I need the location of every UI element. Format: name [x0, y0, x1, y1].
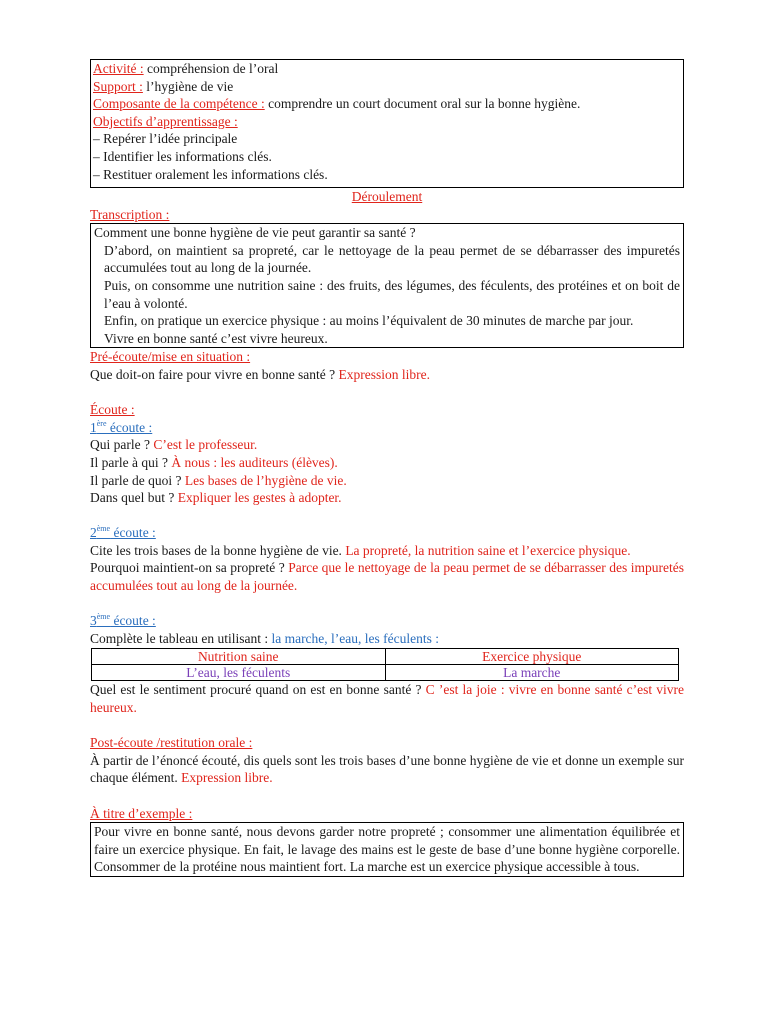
instruction-line: [90, 630, 684, 648]
table-cell: La marche: [385, 665, 679, 681]
transcription-line: Enfin, on pratique un exercice physique : au moins l’équivalent de 30 minutes de marche par jour.: [104, 313, 634, 329]
third-listening-text: écoute :: [110, 613, 156, 629]
support-value: l’hygiène de vie: [142, 78, 234, 94]
competence-value: comprendre un court document oral sur la bonne hygiène.: [264, 96, 581, 112]
competence-label: Composante de la compétence :: [93, 96, 265, 112]
second-listening-label: [90, 524, 684, 542]
pre-ecoute-question-line: [90, 366, 684, 384]
third-listening-num: 3: [90, 613, 97, 629]
example-text: Pour vivre en bonne santé, nous devons garder notre propreté ; consommer une alimentation équilibrée et faire un exercice physique. En fait, le lavage des mains est le geste de base d’une bonne hygiène corporelle. Consommer de la protéine nous maintient fort. La marche est un exercice physique accessible à tous.: [94, 824, 680, 875]
answer: C’est le professeur.: [149, 437, 258, 453]
second-listening-text: écoute :: [110, 525, 156, 541]
support-label: Support :: [93, 78, 143, 94]
post-ecoute-answer: Expression libre.: [177, 770, 273, 786]
answer: Les bases de l’hygiène de vie.: [181, 472, 347, 488]
first-listening-sup: ère: [96, 418, 107, 428]
answer: Expliquer les gestes à adopter.: [174, 490, 342, 506]
objective-item: – Repérer l’idée principale: [93, 131, 238, 147]
activity-value: compréhension de l’oral: [143, 61, 279, 76]
post-ecoute-text: À partir de l’énoncé écouté, dis quels sont les trois bases d’une bonne hygiène de vie et donne un exemple sur chaque élément.: [90, 752, 684, 786]
third-listening-sup: ème: [96, 612, 111, 622]
qa-line: [90, 436, 684, 454]
objectives-label: Objectifs d’apprentissage :: [93, 113, 238, 129]
question: Pourquoi maintient-on sa propreté ?: [90, 560, 285, 576]
objectives-line: [93, 113, 683, 131]
table-row: [92, 665, 679, 681]
deroulement-title: Déroulement: [351, 189, 423, 204]
competence-line: [93, 95, 683, 113]
example-label: À titre d’exemple :: [90, 805, 193, 821]
pre-ecoute-label: Pré-écoute/mise en situation :: [90, 349, 251, 365]
question: Dans quel but ?: [90, 490, 175, 506]
answer: À nous : les auditeurs (élèves).: [167, 454, 338, 470]
example-box: [90, 822, 684, 877]
word-bank: la marche, l’eau, les féculents :: [271, 630, 439, 646]
post-ecoute-text-line: [90, 752, 684, 787]
answer: Parce que le nettoyage de la peau permet de se débarrasser des impuretés accumulées tout au long de la journée.: [90, 560, 685, 594]
qa-line: [90, 454, 684, 472]
objective-item: – Identifier les informations clés.: [93, 148, 272, 164]
question: Qui parle ?: [90, 437, 150, 453]
transcription-line: D’abord, on maintient sa propreté, car le nettoyage de la peau permet de se débarrasser des impuretés accumulées tout au long de la journée.: [104, 242, 680, 276]
activity-line: [93, 60, 683, 78]
table-header-row: [92, 649, 679, 665]
table-header-cell: Nutrition saine: [92, 649, 386, 665]
qa-line: [90, 559, 684, 594]
answer: La propreté, la nutrition saine et l’exercice physique.: [341, 542, 631, 558]
ecoute-label: Écoute :: [90, 402, 135, 418]
qa-line: [90, 542, 684, 560]
question: Cite les trois bases de la bonne hygiène de vie.: [90, 542, 342, 558]
transcription-line: Vivre en bonne santé c’est vivre heureux.: [104, 330, 328, 346]
post-ecoute-label: Post-écoute /restitution orale :: [90, 735, 253, 751]
answer: C ’est la joie : vivre en bonne santé c’est vivre heureux.: [90, 682, 685, 716]
first-listening-num: 1: [90, 419, 97, 435]
support-line: [93, 78, 683, 96]
qa-line: [90, 472, 684, 490]
transcription-line: Comment une bonne hygiène de vie peut garantir sa santé ?: [94, 225, 416, 241]
question: Quel est le sentiment procuré quand on est en bonne santé ?: [90, 682, 422, 698]
answer-table: [91, 648, 679, 681]
transcription-line: Puis, on consomme une nutrition saine : des fruits, des légumes, des féculents, des protéines et on boit de l’eau à volonté.: [104, 277, 680, 311]
second-listening-sup: ème: [96, 524, 111, 534]
activity-info-box: [90, 59, 684, 188]
first-listening-text: écoute :: [106, 419, 153, 435]
question: Il parle à qui ?: [90, 454, 168, 470]
objective-item: – Restituer oralement les informations clés.: [93, 166, 328, 182]
question: Il parle de quoi ?: [90, 472, 182, 488]
qa-line: [90, 489, 684, 507]
transcription-label: Transcription :: [90, 206, 170, 222]
third-listening-label: [90, 612, 684, 630]
activity-label: Activité :: [93, 61, 144, 76]
worksheet-page: [90, 59, 684, 877]
transcription-box: [90, 223, 684, 348]
pre-ecoute-answer: Expression libre.: [335, 366, 431, 382]
qa-line: [90, 681, 684, 716]
second-listening-num: 2: [90, 525, 97, 541]
table-instruction: Complète le tableau en utilisant :: [90, 630, 272, 646]
pre-ecoute-question: Que doit-on faire pour vivre en bonne santé ?: [90, 366, 336, 382]
first-listening-label: [90, 419, 684, 437]
table-header-cell: Exercice physique: [385, 649, 679, 665]
table-cell: L’eau, les féculents: [92, 665, 386, 681]
